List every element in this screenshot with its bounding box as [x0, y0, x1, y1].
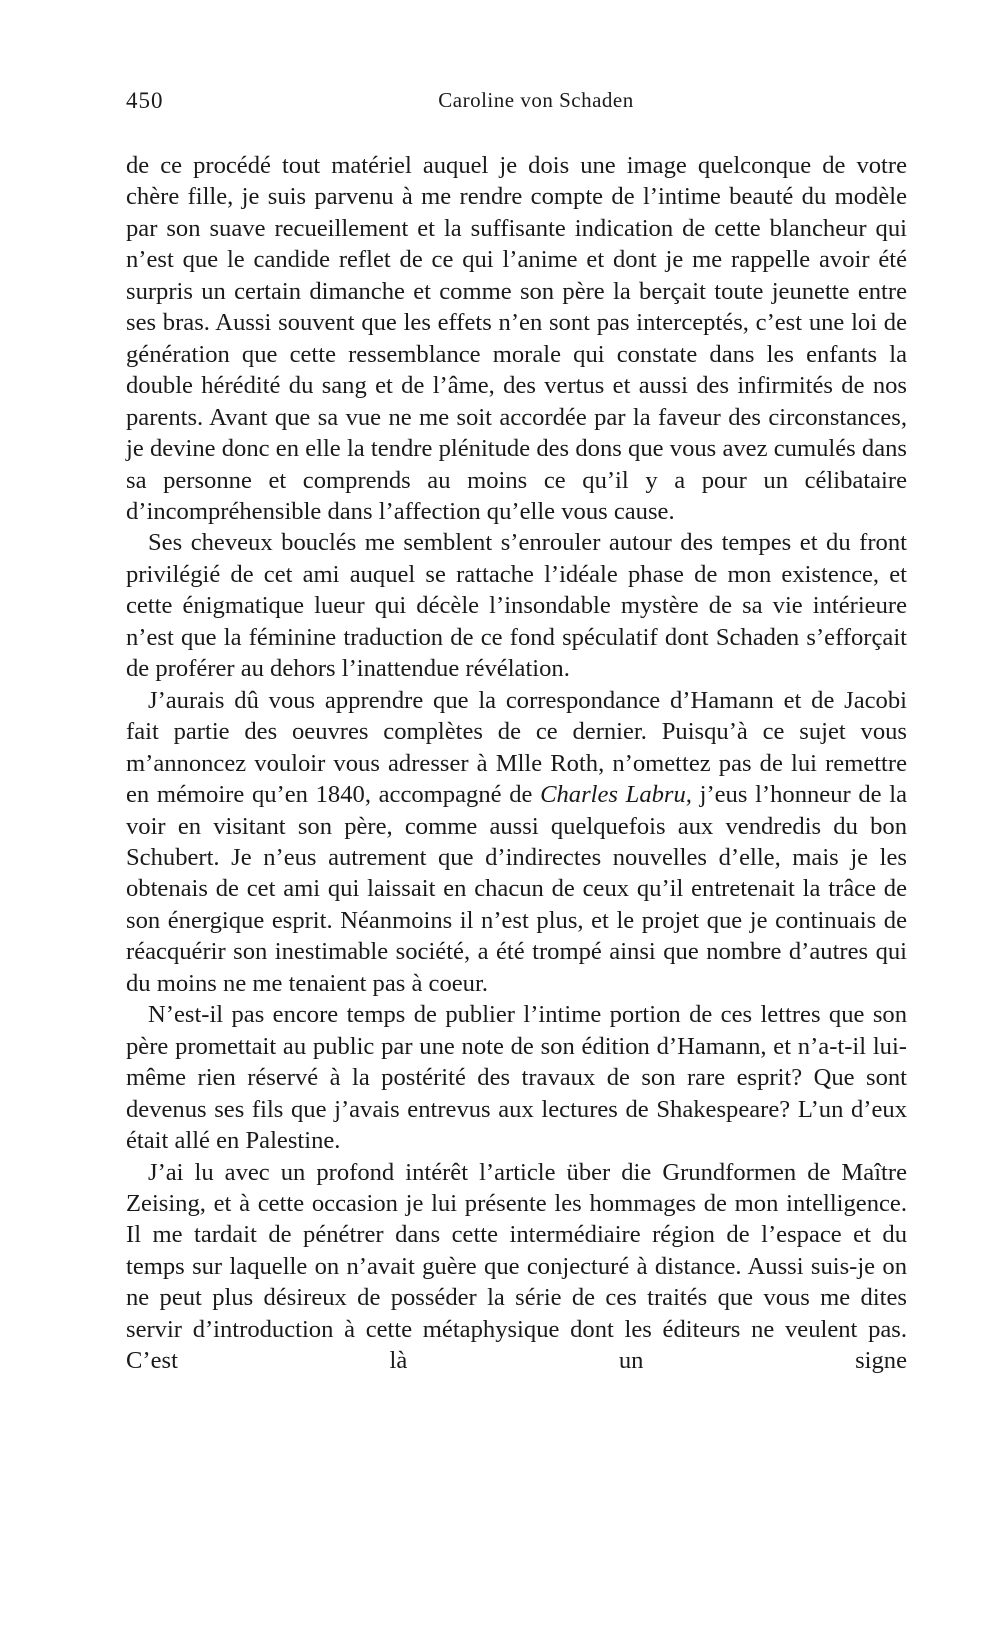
paragraph: [126, 1157, 907, 1377]
running-head: [126, 88, 906, 122]
paragraph-text: j’eus l’honneur de la voir en visitant son père, comme aussi quelquefois aux vendredis du bon Schubert. Je n’eus autrement que d’indirectes nouvelles d’elle, mais je les obtenais de cet ami qui laissait en chacun de ceux qu’il entretenait la trâce de son énergique esprit. Néanmoins il n’est plus, et le projet que je continuais de réacquérir son inestimable société, a été trompé ainsi que nombre d’autres qui du moins ne me tenaient pas à coeur.: [126, 781, 907, 997]
page-number: 450: [126, 88, 164, 113]
paragraph: [126, 999, 907, 1156]
paragraph-text: de ce procédé tout matériel auquel je dois une image quelconque de votre chère fille, je suis parvenu à me rendre compte de l’intime beauté du modèle par son suave recueillement et la suffisante indication de cette blancheur qui n’est que le candide reflet de ce qui l’anime et dont je me rappelle avoir été surpris un certain dimanche et comme son père la berçait toute jeunette entre ses bras. Aussi souvent que les effets n’en sont pas interceptés, c’est une loi de génération que cette ressemblance morale qui constate dans les enfants la double hérédité du sang et de l’âme, des vertus et aussi des infirmités de nos parents. Avant que sa vue ne me soit accordée par la faveur des circonstances, je devine donc en elle la tendre plénitude des dons que vous avez cumulés dans sa personne et comprends au moins ce qu’il y a pour un célibataire d’incompréhensible dans l’affection qu’elle vous cause.: [126, 152, 907, 525]
italic-name: Charles Labru,: [540, 781, 692, 809]
paragraph: [126, 150, 907, 527]
paragraph-text: J’aurais dû vous apprendre que la correspondance d’Hamann et de Jacobi fait partie des oeuvres complètes de ce dernier. Puisqu’à ce sujet vous m’annoncez vouloir vous adresser à Mlle Roth, n’omettez pas de lui remettre en mémoire qu’en 1840, accompagné de: [126, 686, 907, 809]
paragraph-text: Ses cheveux bouclés me semblent s’enrouler autour des tempes et du front privilégié de cet ami auquel se rattache l’idéale phase de mon existence, et cette énigmatique lueur qui décèle l’insondable mystère de sa vie intérieure n’est que la féminine traduction de ce fond spéculatif dont Schaden s’efforçait de proférer au dehors l’inattendue révélation.: [126, 529, 907, 683]
body-text: [126, 150, 907, 1377]
paragraph-text: J’ai lu avec un profond intérêt l’article über die Grundformen de Maître Zeising, et à cette occasion je lui présente les hommages de mon intelligence. Il me tardait de pénétrer dans cette intermédiaire région de l’espace et du temps sur laquelle on n’avait guère que conjecturé à distance. Aussi suis-je on ne peut plus désireux de posséder la série de ces traités que vous me dites servir d’introduction à cette métaphysique dont les éditeurs ne veulent pas. C’est là un signe: [126, 1158, 907, 1375]
paragraph: [126, 527, 907, 684]
paragraph-text: N’est-il pas encore temps de publier l’intime portion de ces lettres que son père promettait au public par une note de son édition d’Hamann, et n’a-t-il lui-même rien réservé à la postérité des travaux de son rare esprit? Que sont devenus ses fils que j’avais entrevus aux lectures de Shakespeare? L’un d’eux était allé en Palestine.: [126, 1001, 907, 1155]
paragraph: [126, 685, 907, 1000]
running-title: Caroline von Schaden: [438, 88, 634, 112]
